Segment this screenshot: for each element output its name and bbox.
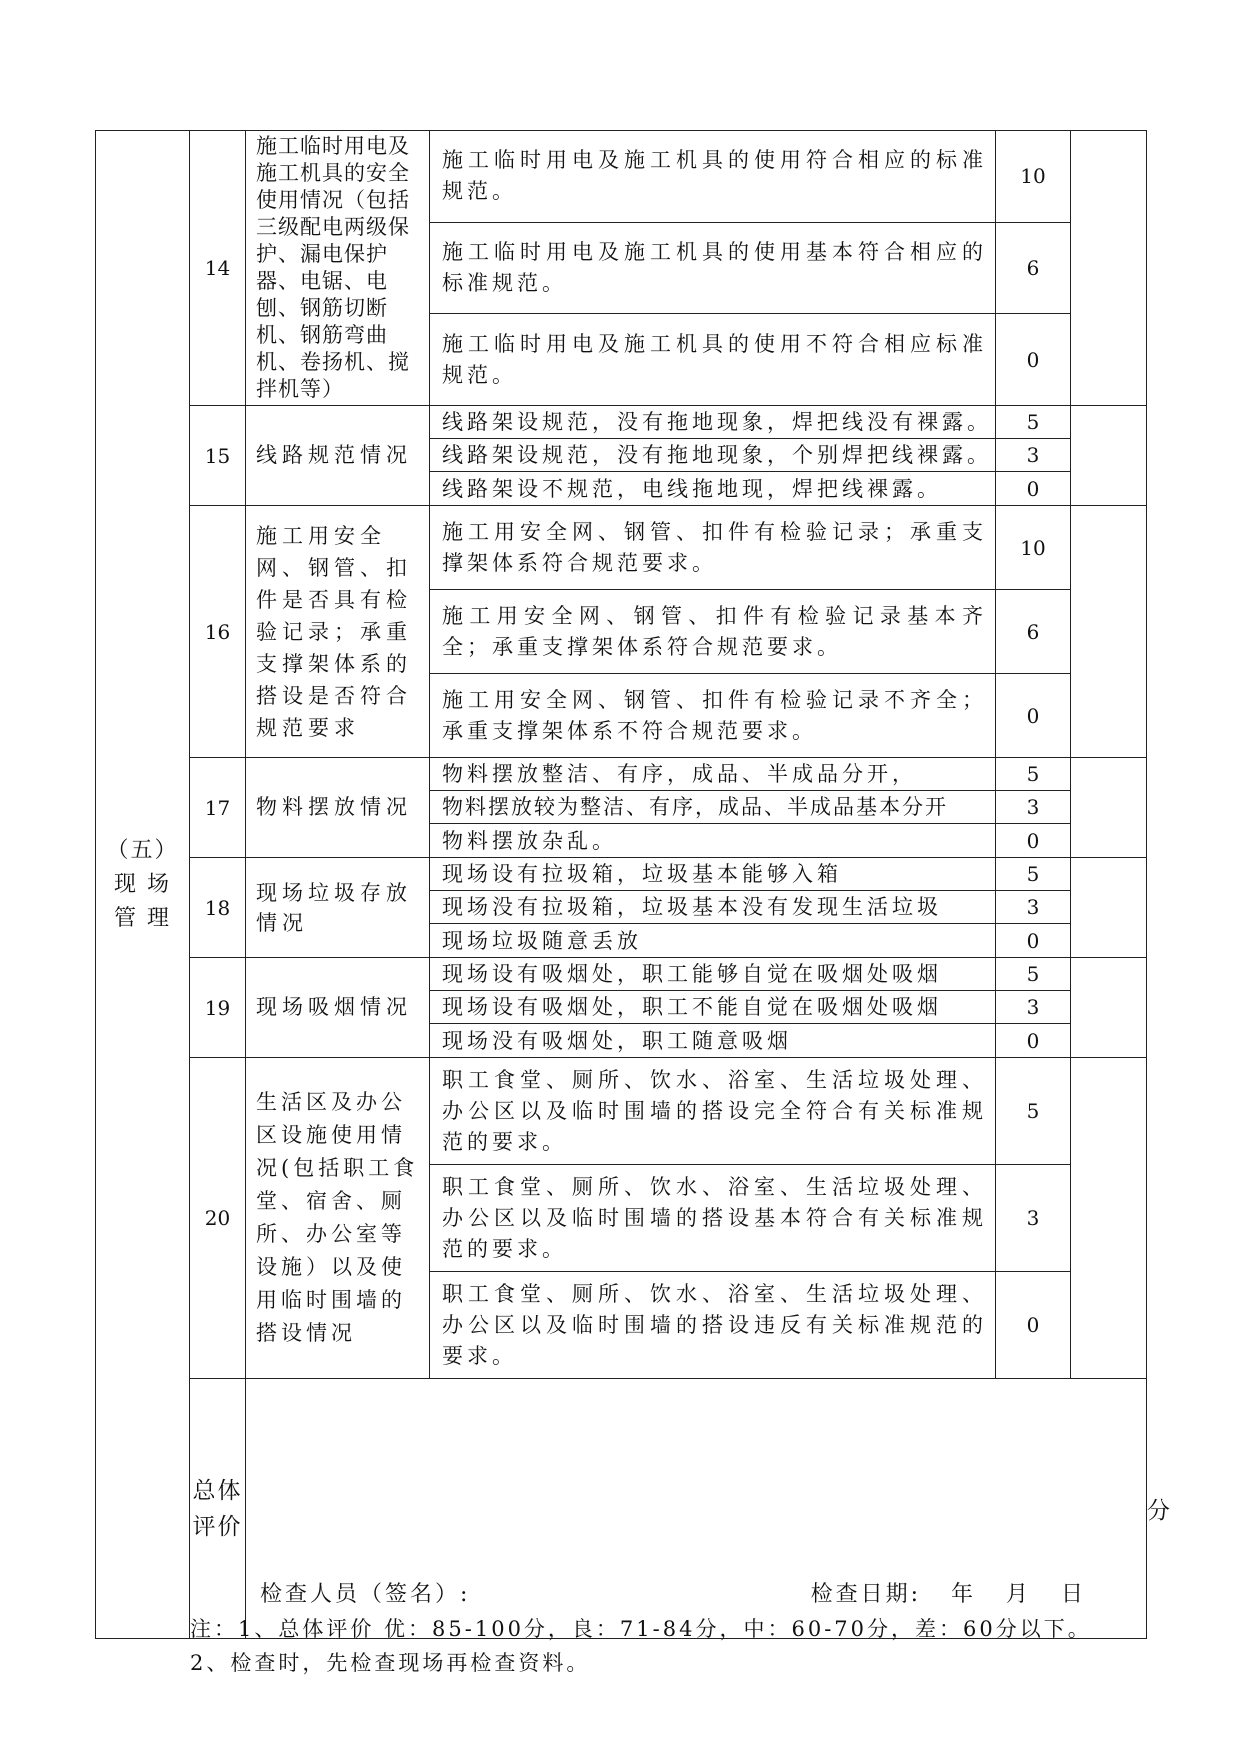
- criterion-text: 现场没有拉圾箱，垃圾基本没有发现生活垃圾: [430, 891, 996, 924]
- score-entry-cell[interactable]: [1071, 1058, 1147, 1379]
- criterion-text: 施工用安全网、钢管、扣件有检验记录基本齐全；承重支撑架体系符合规范要求。: [430, 590, 996, 674]
- note-line-1: 注：1、总体评价 优：85-100分，良：71-84分，中：60-70分，差：60分以下。: [190, 1617, 1092, 1641]
- criterion-text: 施工用安全网、钢管、扣件有检验记录不齐全；承重支撑架体系不符合规范要求。: [430, 674, 996, 758]
- score-entry-cell[interactable]: [1071, 506, 1147, 758]
- criterion-text: 物料摆放杂乱。: [430, 824, 996, 858]
- score-entry-cell[interactable]: [1071, 758, 1147, 858]
- criterion-score: 0: [996, 1024, 1071, 1058]
- overall-label-1: 总体: [192, 1477, 243, 1504]
- criterion-score: 0: [996, 824, 1071, 858]
- criterion-score: 5: [996, 858, 1071, 891]
- criterion-text: 施工用安全网、钢管、扣件有检验记录；承重支撑架体系符合规范要求。: [430, 506, 996, 590]
- criterion-text: 现场垃圾随意丢放: [430, 924, 996, 958]
- item-title: 施工用安全网、钢管、扣件是否具有检验记录；承重支撑架体系的搭设是否符合规范要求: [246, 506, 430, 758]
- criterion-text: 现场没有吸烟处，职工随意吸烟: [430, 1024, 996, 1058]
- item-title: 现场吸烟情况: [246, 958, 430, 1058]
- overall-evaluation-label: [190, 1379, 246, 1639]
- criterion-score: 5: [996, 758, 1071, 791]
- criterion-text: 线路架设规范，没有拖地现象，焊把线没有裸露。: [430, 406, 996, 439]
- criterion-text: 职工食堂、厕所、饮水、浴室、生活垃圾处理、办公区以及临时围墙的搭设违反有关标准规范的要求。: [430, 1272, 996, 1379]
- criterion-score: 3: [996, 991, 1071, 1024]
- overall-evaluation-area[interactable]: [246, 1379, 1147, 1639]
- note-line-2: 2、检查时，先检查现场再检查资料。: [190, 1651, 591, 1675]
- item-number: 16: [190, 506, 246, 758]
- criterion-score: 3: [996, 791, 1071, 824]
- item-title: 线路规范情况: [246, 406, 430, 506]
- section-label: [96, 131, 190, 1639]
- criterion-text: 职工食堂、厕所、饮水、浴室、生活垃圾处理、办公区以及临时围墙的搭设基本符合有关标准规范的要求。: [430, 1165, 996, 1272]
- score-entry-cell[interactable]: [1071, 858, 1147, 958]
- criterion-text: 现场设有吸烟处，职工不能自觉在吸烟处吸烟: [430, 991, 996, 1024]
- overall-label-2: 评价: [192, 1513, 243, 1540]
- inspector-signature-label: 检查人员（签名）:: [260, 1582, 471, 1607]
- notes: [190, 1612, 1092, 1680]
- criterion-text: 现场设有拉圾箱，垃圾基本能够入箱: [430, 858, 996, 891]
- section-label-1: （五）: [106, 837, 179, 863]
- item-number: 14: [190, 131, 246, 406]
- criterion-score: 0: [996, 674, 1071, 758]
- criterion-score: 3: [996, 439, 1071, 472]
- criterion-score: 6: [996, 590, 1071, 674]
- item-number: 19: [190, 958, 246, 1058]
- criterion-score: 10: [996, 506, 1071, 590]
- item-number: 18: [190, 858, 246, 958]
- criterion-text: 现场设有吸烟处，职工能够自觉在吸烟处吸烟: [430, 958, 996, 991]
- criterion-score: 5: [996, 406, 1071, 439]
- item-title: 物料摆放情况: [246, 758, 430, 858]
- criterion-score: 10: [996, 131, 1071, 223]
- item-number: 15: [190, 406, 246, 506]
- criterion-text: 施工临时用电及施工机具的使用不符合相应标准规范。: [430, 314, 996, 406]
- item-title: 施工临时用电及施工机具的安全使用情况（包括三级配电两级保护、漏电保护器、电锯、电刨、钢筋切断机、钢筋弯曲机、卷扬机、搅拌机等）: [246, 131, 430, 406]
- criterion-score: 5: [996, 958, 1071, 991]
- score-entry-cell[interactable]: [1071, 958, 1147, 1058]
- criterion-score: 6: [996, 222, 1071, 314]
- criterion-score: 3: [996, 891, 1071, 924]
- item-number: 20: [190, 1058, 246, 1379]
- inspection-date-label: 检查日期: 年 月 日: [810, 1582, 1086, 1607]
- criterion-text: 物料摆放较为整洁、有序，成品、半成品基本分开: [430, 791, 996, 824]
- criterion-text: 施工临时用电及施工机具的使用基本符合相应的标准规范。: [430, 222, 996, 314]
- item-number: 17: [190, 758, 246, 858]
- item-title: 生活区及办公区设施使用情况(包括职工食堂、宿舍、厕所、办公室等设施）以及使用临时围墙的搭设情况: [246, 1058, 430, 1379]
- inspection-table: （五） 现 场 管 理 14 施工临时用电及施工机具的安全使用情况（包括三级配电两级保护、漏电保护器、电锯、电刨、钢筋切断机、钢筋弯曲机、卷扬机、搅拌机等） 施工临时用电及施工机具的使用符合相应的标准规范。 10 施工临时用电及施工机具的使用基本符合相应的标准规范。 6 施工临时用电及施工机具的使用不符合相应标准规范。 0 15 线路规范情况 线路架设规范，没有拖地现象，焊把线没有裸露。 5 线路架设规范，没有拖地现象，个别焊把线裸露。 3 线路架设不规范，电线拖地现，焊把线裸露。 0 16 施工用安全网、钢管、扣件是否具有检验记录；承重支撑架体系的搭设是否符合规范要求 施工用安全网、钢管、扣件有检验记录；承重支撑架体系符合规范要求。 10 施工用安全网、钢管、扣件有检验记录基本齐全；承重支撑架体系符合规范要求。 6 施工用安全网、钢管、扣件有检验记录不齐全；承重支撑架体系不符合规范要求。 0 17 物料摆放情况 物料摆放整洁、有序，成品、半成品分开， 5 物料摆放较为整洁、有序，成品、半成品基本分开 3 物料摆放杂乱。 0 18 现场垃圾存放情况 现场设有拉圾箱，垃圾基本能够入箱 5 现场没有拉圾箱，垃圾基本没有发现生活垃圾 3 现场垃圾随意丢放 0 19 现场吸烟情况 现场设有吸烟处，职工能够自觉在吸烟处吸烟 5 现场设有吸烟处，职工不能自觉在吸烟处吸烟 3 现场没有吸烟处，职工随意吸烟 0 20 生活区及办公区设施使用情况(包括职工食堂、宿舍、厕所、办公室等设施）以及使用临时围墙的搭设情况 职工食堂、厕所、饮水、浴室、生活垃圾处理、办公区以及临时围墙的搭设完全符合有关标准规范的要求。 5 职工食堂、厕所、饮水、浴室、生活垃圾处理、办公区以及临时围墙的搭设基本符合有关标准规范的要求。 3 职工食堂、厕所、饮水、浴室、生活垃圾处理、办公区以及临时围墙的搭设违反有关标准规范的要求。 0 总体 评价 检查人员（签名）: 检查日期: 年 月 日 分: [95, 130, 1147, 1639]
- criterion-text: 线路架设不规范，电线拖地现，焊把线裸露。: [430, 472, 996, 506]
- score-entry-cell[interactable]: [1071, 406, 1147, 506]
- criterion-score: 0: [996, 472, 1071, 506]
- criterion-score: 5: [996, 1058, 1071, 1165]
- criterion-score: 0: [996, 314, 1071, 406]
- criterion-text: 施工临时用电及施工机具的使用符合相应的标准规范。: [430, 131, 996, 223]
- section-label-2: 现 场: [114, 871, 171, 897]
- criterion-score: 3: [996, 1165, 1071, 1272]
- criterion-text: 物料摆放整洁、有序，成品、半成品分开，: [430, 758, 996, 791]
- criterion-score: 0: [996, 1272, 1071, 1379]
- criterion-text: 职工食堂、厕所、饮水、浴室、生活垃圾处理、办公区以及临时围墙的搭设完全符合有关标准规范的要求。: [430, 1058, 996, 1165]
- item-title: 现场垃圾存放情况: [246, 858, 430, 958]
- section-label-3: 管 理: [114, 905, 171, 931]
- criterion-text: 线路架设规范，没有拖地现象，个别焊把线裸露。: [430, 439, 996, 472]
- score-entry-cell[interactable]: [1071, 131, 1147, 406]
- criterion-score: 0: [996, 924, 1071, 958]
